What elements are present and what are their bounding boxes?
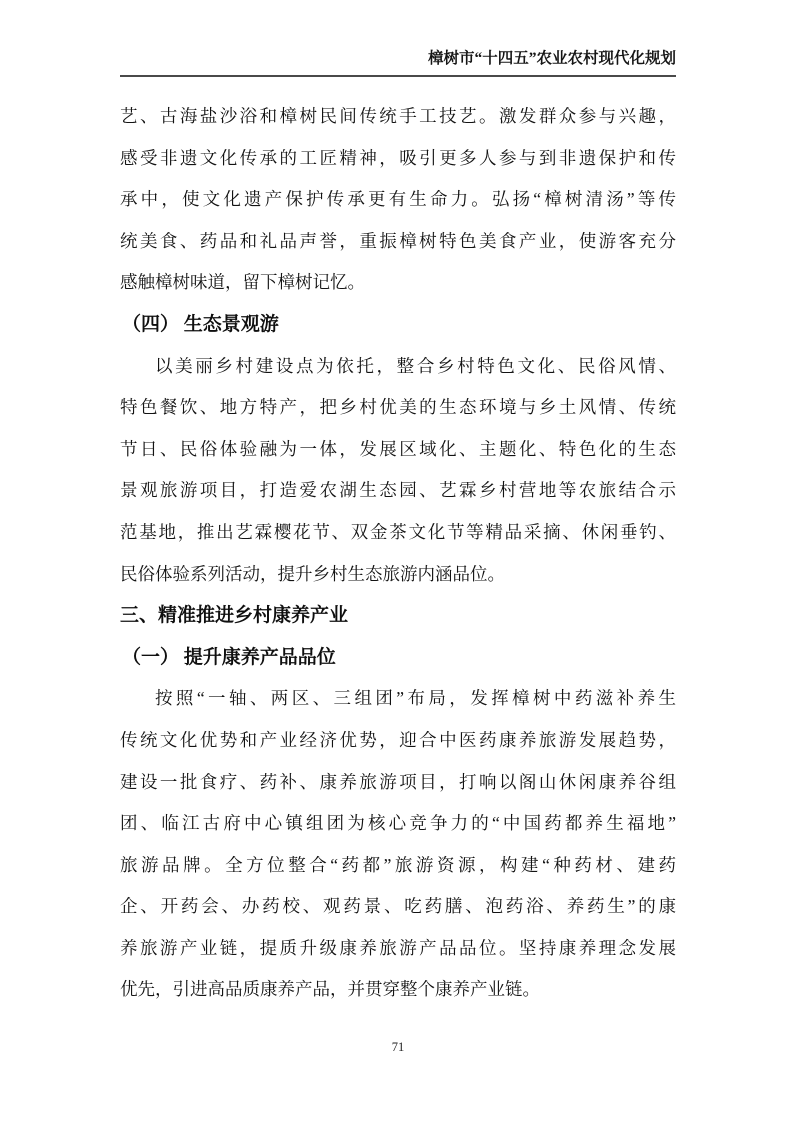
body-line: 旅游品牌。全方位整合“药都”旅游资源，构建“种药材、建药 [120,854,676,875]
body-line: 承中，使文化遗产保护传承更有生命力。弘扬“樟树清汤”等传 [120,189,676,210]
body-line: 景观旅游项目，打造爱农湖生态园、艺霖乡村营地等农旅结合示 [120,480,676,501]
body-line: 艺、古海盐沙浴和樟树民间传统手工技艺。激发群众参与兴趣， [120,106,676,126]
body-line: 养旅游产业链，提质升级康养旅游产品品位。坚持康养理念发展 [120,937,676,958]
body-line: 优先，引进高品质康养产品，并贯穿整个康养产业链。 [120,979,540,1000]
body-line: 感触樟树味道，留下樟树记忆。 [120,272,365,293]
body-line: 范基地，推出艺霖樱花节、双金茶文化节等精品采摘、休闲垂钓、 [120,521,676,542]
body-line: 企、开药会、办药校、观药景、吃药膳、泡药浴、养药生”的康 [120,896,676,917]
body-line: 传统文化优势和产业经济优势，迎合中医药康养旅游发展趋势， [120,729,676,750]
body-line: 以美丽乡村建设点为依托，整合乡村特色文化、民俗风情、 [155,355,676,376]
body-line: 统美食、药品和礼品声誉，重振樟树特色美食产业，使游客充分 [120,230,676,251]
body-line: 团、临江古府中心镇组团为核心竞争力的“中国药都养生福地” [120,813,676,834]
heading-chapter-three: 三、精准推进乡村康养产业 [120,605,349,627]
page-number: 71 [391,1040,405,1054]
page-header [120,48,676,77]
document-content [120,96,676,1011]
heading-section-four: （四） 生态景观游 [122,313,279,335]
page-footer [120,1038,676,1056]
body-line: 建设一批食疗、药补、康养旅游项目，打响以阁山休闲康养谷组 [120,771,676,792]
header-title: 樟树市“十四五”农业农村现代化规划 [427,50,676,67]
paragraph [120,96,676,304]
body-line: 感受非遗文化传承的工匠精神，吸引更多人参与到非遗保护和传 [120,147,676,168]
paragraph [120,346,676,596]
body-line: 节日、民俗体验融为一体，发展区域化、主题化、特色化的生态 [120,438,676,459]
heading-section-one: （一） 提升康养产品品位 [122,646,336,668]
paragraph [120,678,676,1011]
body-line: 特色餐饮、地方特产，把乡村优美的生态环境与乡土风情、传统 [120,397,676,418]
body-line: 民俗体验系列活动，提升乡村生态旅游内涵品位。 [120,563,505,584]
body-line: 按照“一轴、两区、三组团”布局，发挥樟树中药滋补养生 [155,688,676,709]
